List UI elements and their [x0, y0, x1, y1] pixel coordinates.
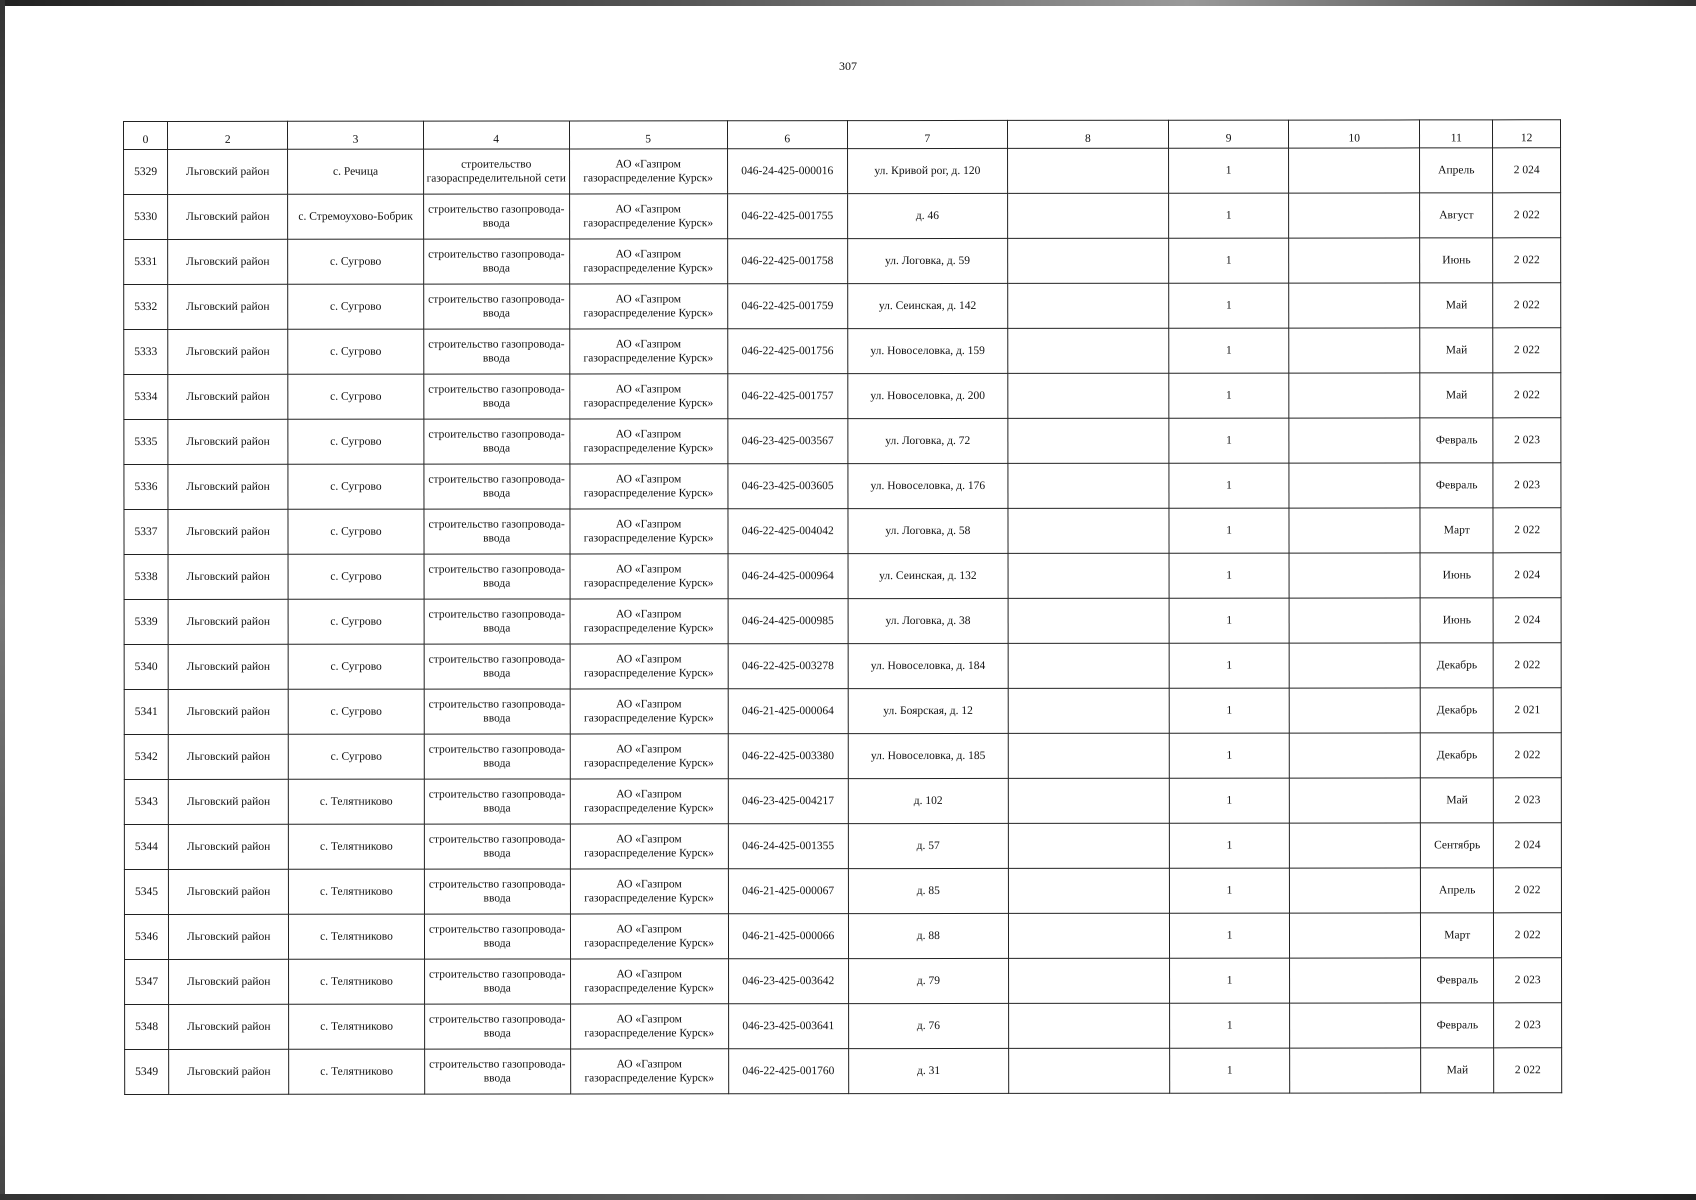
code-cell: 046-24-425-000985: [728, 599, 848, 644]
quantity-cell: 1: [1169, 328, 1289, 373]
column-header: 9: [1168, 120, 1288, 148]
month-cell: Декабрь: [1420, 688, 1493, 733]
column-10-cell: [1289, 733, 1420, 778]
year-cell: 2 023: [1494, 778, 1562, 823]
column-10-cell: [1289, 238, 1420, 283]
year-cell: 2 021: [1493, 688, 1561, 733]
work-type-cell: строительство газопровода-ввода: [424, 689, 570, 734]
quantity-cell: 1: [1170, 1003, 1290, 1048]
column-header: 4: [423, 121, 569, 149]
organization-cell: АО «Газпром газораспределение Курск»: [570, 599, 728, 644]
column-8-cell: [1008, 328, 1169, 373]
organization-cell: АО «Газпром газораспределение Курск»: [570, 464, 728, 509]
column-10-cell: [1290, 958, 1421, 1003]
district-cell: Льговский район: [169, 1049, 289, 1094]
quantity-cell: 1: [1169, 283, 1289, 328]
table-row: [124, 823, 1561, 870]
organization-cell: АО «Газпром газораспределение Курск»: [570, 914, 728, 959]
organization-cell: АО «Газпром газораспределение Курск»: [570, 734, 728, 779]
year-cell: 2 024: [1493, 553, 1561, 598]
column-8-cell: [1008, 418, 1169, 463]
month-cell: Май: [1420, 373, 1493, 418]
code-cell: 046-22-425-001756: [727, 329, 847, 374]
table-row: [124, 868, 1561, 915]
organization-cell: АО «Газпром газораспределение Курск»: [570, 779, 728, 824]
code-cell: 046-22-425-001759: [727, 284, 847, 329]
year-cell: 2 023: [1493, 463, 1561, 508]
settlement-cell: с. Телятниково: [289, 1049, 424, 1094]
year-cell: 2 022: [1494, 913, 1562, 958]
month-cell: Март: [1420, 508, 1493, 553]
address-cell: д. 85: [848, 868, 1008, 913]
column-10-cell: [1290, 868, 1421, 913]
settlement-cell: с. Сугрово: [288, 644, 423, 689]
address-cell: ул. Новоселовка, д. 185: [848, 733, 1008, 778]
organization-cell: АО «Газпром газораспределение Курск»: [570, 1049, 728, 1094]
address-cell: ул. Новоселовка, д. 159: [848, 328, 1008, 373]
work-type-cell: строительство газопровода-ввода: [423, 284, 569, 329]
column-header: 2: [168, 121, 288, 149]
row-number: 5334: [124, 374, 168, 419]
column-10-cell: [1290, 823, 1421, 868]
work-type-cell: строительство газопровода-ввода: [424, 509, 570, 554]
scan-edge-left: [0, 0, 5, 1200]
month-cell: Май: [1421, 1048, 1494, 1093]
address-cell: ул. Логовка, д. 59: [847, 238, 1007, 283]
code-cell: 046-24-425-000964: [728, 554, 848, 599]
table-row: [125, 958, 1562, 1005]
month-cell: Апрель: [1420, 148, 1493, 193]
quantity-cell: 1: [1169, 868, 1289, 913]
district-cell: Льговский район: [168, 194, 288, 239]
table-row: [124, 463, 1561, 510]
organization-cell: АО «Газпром газораспределение Курск»: [570, 689, 728, 734]
organization-cell: АО «Газпром газораспределение Курск»: [569, 329, 727, 374]
work-type-cell: строительство газопровода-ввода: [424, 779, 570, 824]
column-10-cell: [1289, 463, 1420, 508]
column-10-cell: [1289, 328, 1420, 373]
address-cell: ул. Сеинская, д. 132: [848, 553, 1008, 598]
year-cell: 2 023: [1494, 1003, 1562, 1048]
organization-cell: АО «Газпром газораспределение Курск»: [570, 554, 728, 599]
row-number: 5341: [124, 689, 168, 734]
table-row: [124, 688, 1561, 735]
column-8-cell: [1008, 373, 1169, 418]
scan-edge-top: [0, 0, 1696, 6]
table-body: [124, 148, 1562, 1095]
table-row: [124, 643, 1561, 690]
settlement-cell: с. Сугрово: [288, 239, 423, 284]
column-10-cell: [1290, 778, 1421, 823]
column-8-cell: [1008, 688, 1169, 733]
work-type-cell: строительство газопровода-ввода: [423, 419, 569, 464]
table-row: [124, 598, 1561, 645]
table-row: [124, 913, 1561, 960]
table-row: [124, 193, 1561, 240]
address-cell: д. 57: [848, 823, 1008, 868]
row-number: 5331: [124, 239, 168, 284]
code-cell: 046-21-425-000064: [728, 689, 848, 734]
work-type-cell: строительство газопровода-ввода: [424, 599, 570, 644]
column-8-cell: [1008, 778, 1169, 823]
code-cell: 046-22-425-004042: [728, 509, 848, 554]
organization-cell: АО «Газпром газораспределение Курск»: [570, 509, 728, 554]
column-header: 12: [1493, 120, 1561, 148]
settlement-cell: с. Сугрово: [288, 464, 423, 509]
code-cell: 046-22-425-001760: [728, 1049, 848, 1094]
settlement-cell: с. Телятниково: [289, 1004, 424, 1049]
table-row: [124, 283, 1561, 330]
column-header: 3: [288, 121, 423, 149]
column-8-cell: [1008, 913, 1169, 958]
year-cell: 2 022: [1493, 373, 1561, 418]
column-header: 5: [569, 121, 727, 149]
work-type-cell: строительство газопровода-ввода: [424, 824, 570, 869]
table-row: [125, 1048, 1562, 1095]
month-cell: Февраль: [1420, 463, 1493, 508]
district-cell: Льговский район: [168, 689, 288, 734]
code-cell: 046-21-425-000067: [728, 869, 848, 914]
code-cell: 046-21-425-000066: [728, 914, 848, 959]
work-type-cell: строительство газопровода-ввода: [424, 914, 570, 959]
year-cell: 2 022: [1493, 193, 1561, 238]
month-cell: Август: [1420, 193, 1493, 238]
settlement-cell: с. Сугрово: [288, 374, 423, 419]
table-row: [124, 418, 1561, 465]
work-type-cell: строительство газопровода-ввода: [423, 374, 569, 419]
district-cell: Льговский район: [168, 644, 288, 689]
quantity-cell: 1: [1169, 418, 1289, 463]
organization-cell: АО «Газпром газораспределение Курск»: [569, 149, 727, 194]
organization-cell: АО «Газпром газораспределение Курск»: [570, 644, 728, 689]
table-row: [124, 553, 1561, 600]
code-cell: 046-23-425-003605: [727, 464, 847, 509]
district-cell: Льговский район: [168, 509, 288, 554]
address-cell: д. 79: [848, 958, 1008, 1003]
year-cell: 2 022: [1494, 1048, 1562, 1093]
work-type-cell: строительство газопровода-ввода: [424, 644, 570, 689]
row-number: 5335: [124, 419, 168, 464]
quantity-cell: 1: [1169, 598, 1289, 643]
district-cell: Льговский район: [168, 734, 288, 779]
settlement-cell: с. Сугрово: [288, 419, 423, 464]
year-cell: 2 024: [1493, 148, 1561, 193]
column-8-cell: [1008, 958, 1169, 1003]
column-header: 7: [847, 120, 1007, 148]
work-type-cell: строительство газопровода-ввода: [423, 239, 569, 284]
table-row: [124, 148, 1561, 195]
column-10-cell: [1289, 148, 1420, 193]
column-header: 8: [1007, 120, 1168, 148]
column-8-cell: [1008, 1048, 1169, 1093]
work-type-cell: строительство газопровода-ввода: [424, 959, 570, 1004]
settlement-cell: с. Сугрово: [288, 284, 423, 329]
column-8-cell: [1008, 733, 1169, 778]
quantity-cell: 1: [1170, 1048, 1290, 1093]
address-cell: д. 102: [848, 778, 1008, 823]
work-type-cell: строительство газопровода-ввода: [424, 1049, 570, 1094]
column-10-cell: [1289, 688, 1420, 733]
row-number: 5337: [124, 509, 168, 554]
column-8-cell: [1008, 598, 1169, 643]
row-number: 5339: [124, 599, 168, 644]
row-number: 5329: [124, 149, 168, 194]
district-cell: Льговский район: [168, 554, 288, 599]
settlement-cell: с. Телятниково: [289, 914, 424, 959]
row-number: 5336: [124, 464, 168, 509]
month-cell: Июнь: [1420, 553, 1493, 598]
table-row: [124, 238, 1561, 285]
year-cell: 2 022: [1493, 643, 1561, 688]
column-10-cell: [1289, 508, 1420, 553]
district-cell: Льговский район: [168, 779, 288, 824]
organization-cell: АО «Газпром газораспределение Курск»: [570, 869, 728, 914]
quantity-cell: 1: [1169, 373, 1289, 418]
organization-cell: АО «Газпром газораспределение Курск»: [569, 194, 727, 239]
month-cell: Май: [1420, 328, 1493, 373]
quantity-cell: 1: [1169, 553, 1289, 598]
district-cell: Льговский район: [169, 914, 289, 959]
month-cell: Февраль: [1421, 958, 1494, 1003]
month-cell: Июнь: [1420, 238, 1493, 283]
code-cell: 046-22-425-001758: [727, 239, 847, 284]
column-10-cell: [1289, 418, 1420, 463]
quantity-cell: 1: [1169, 193, 1289, 238]
column-8-cell: [1008, 508, 1169, 553]
district-cell: Льговский район: [168, 824, 288, 869]
settlement-cell: с. Телятниково: [289, 779, 424, 824]
column-8-cell: [1007, 148, 1168, 193]
district-cell: Льговский район: [168, 464, 288, 509]
work-type-cell: строительство газопровода-ввода: [424, 464, 570, 509]
code-cell: 046-24-425-001355: [728, 824, 848, 869]
row-number: 5348: [125, 1004, 169, 1049]
table-row: [125, 1003, 1562, 1050]
district-cell: Льговский район: [168, 149, 288, 194]
district-cell: Льговский район: [169, 959, 289, 1004]
organization-cell: АО «Газпром газораспределение Курск»: [570, 1004, 728, 1049]
month-cell: Март: [1421, 913, 1494, 958]
column-10-cell: [1289, 283, 1420, 328]
header-row: [124, 120, 1561, 150]
row-number: 5332: [124, 284, 168, 329]
settlement-cell: с. Сугрово: [288, 509, 423, 554]
table-row: [124, 733, 1561, 780]
row-number: 5345: [124, 869, 168, 914]
address-cell: ул. Логовка, д. 72: [848, 418, 1008, 463]
month-cell: Декабрь: [1420, 643, 1493, 688]
year-cell: 2 022: [1493, 328, 1561, 373]
code-cell: 046-23-425-004217: [728, 779, 848, 824]
year-cell: 2 022: [1494, 868, 1562, 913]
row-number: 5344: [124, 824, 168, 869]
organization-cell: АО «Газпром газораспределение Курск»: [570, 959, 728, 1004]
address-cell: д. 88: [848, 913, 1008, 958]
work-type-cell: строительство газопровода-ввода: [423, 194, 569, 239]
district-cell: Льговский район: [168, 239, 288, 284]
year-cell: 2 022: [1494, 733, 1562, 778]
column-10-cell: [1290, 1003, 1421, 1048]
column-header: 6: [727, 121, 847, 149]
quantity-cell: 1: [1168, 148, 1288, 193]
organization-cell: АО «Газпром газораспределение Курск»: [569, 284, 727, 329]
district-cell: Льговский район: [168, 329, 288, 374]
register-table: [123, 119, 1562, 1095]
row-number: 5343: [124, 779, 168, 824]
settlement-cell: с. Сугрово: [288, 599, 423, 644]
month-cell: Апрель: [1421, 868, 1494, 913]
address-cell: ул. Сеинская, д. 142: [848, 283, 1008, 328]
district-cell: Льговский район: [168, 284, 288, 329]
row-number: 5340: [124, 644, 168, 689]
year-cell: 2 022: [1493, 283, 1561, 328]
table-row: [124, 328, 1561, 375]
column-header: 11: [1420, 120, 1493, 148]
settlement-cell: с. Речица: [288, 149, 423, 194]
row-number: 5330: [124, 194, 168, 239]
work-type-cell: строительство газопровода-ввода: [424, 869, 570, 914]
address-cell: ул. Новоселовка, д. 200: [848, 373, 1008, 418]
month-cell: Февраль: [1420, 418, 1493, 463]
code-cell: 046-22-425-003278: [728, 644, 848, 689]
settlement-cell: с. Стремоухово-Бобрик: [288, 194, 423, 239]
quantity-cell: 1: [1169, 958, 1289, 1003]
column-10-cell: [1290, 1048, 1421, 1093]
month-cell: Июнь: [1420, 598, 1493, 643]
address-cell: ул. Логовка, д. 58: [848, 508, 1008, 553]
quantity-cell: 1: [1169, 643, 1289, 688]
quantity-cell: 1: [1169, 238, 1289, 283]
district-cell: Льговский район: [168, 374, 288, 419]
code-cell: 046-24-425-000016: [727, 149, 847, 194]
work-type-cell: строительство газопровода-ввода: [424, 1004, 570, 1049]
quantity-cell: 1: [1169, 508, 1289, 553]
month-cell: Май: [1420, 283, 1493, 328]
settlement-cell: с. Телятниково: [289, 824, 424, 869]
column-8-cell: [1007, 193, 1168, 238]
table-row: [124, 778, 1561, 825]
organization-cell: АО «Газпром газораспределение Курск»: [570, 419, 728, 464]
work-type-cell: строительство газораспределительной сети: [423, 149, 569, 194]
column-10-cell: [1289, 553, 1420, 598]
year-cell: 2 024: [1494, 823, 1562, 868]
district-cell: Льговский район: [168, 869, 288, 914]
column-header: 10: [1289, 120, 1420, 148]
row-number: 5338: [124, 554, 168, 599]
column-8-cell: [1008, 463, 1169, 508]
work-type-cell: строительство газопровода-ввода: [424, 734, 570, 779]
column-8-cell: [1008, 643, 1169, 688]
column-10-cell: [1289, 373, 1420, 418]
year-cell: 2 023: [1494, 958, 1562, 1003]
column-header: 0: [124, 121, 168, 149]
organization-cell: АО «Газпром газораспределение Курск»: [569, 239, 727, 284]
district-cell: Льговский район: [168, 599, 288, 644]
code-cell: 046-22-425-003380: [728, 734, 848, 779]
column-8-cell: [1008, 823, 1169, 868]
code-cell: 046-23-425-003642: [728, 959, 848, 1004]
organization-cell: АО «Газпром газораспределение Курск»: [570, 824, 728, 869]
organization-cell: АО «Газпром газораспределение Курск»: [569, 374, 727, 419]
table-row: [124, 508, 1561, 555]
code-cell: 046-23-425-003567: [727, 419, 847, 464]
scan-edge-bottom: [0, 1194, 1696, 1200]
column-8-cell: [1008, 283, 1169, 328]
column-8-cell: [1008, 868, 1169, 913]
address-cell: ул. Боярская, д. 12: [848, 688, 1008, 733]
month-cell: Сентябрь: [1421, 823, 1494, 868]
settlement-cell: с. Сугрово: [289, 734, 424, 779]
address-cell: ул. Новоселовка, д. 184: [848, 643, 1008, 688]
settlement-cell: с. Сугрово: [289, 689, 424, 734]
quantity-cell: 1: [1169, 733, 1289, 778]
table-row: [124, 373, 1561, 420]
address-cell: д. 31: [848, 1048, 1008, 1093]
address-cell: ул. Кривой рог, д. 120: [847, 148, 1007, 193]
year-cell: 2 024: [1493, 598, 1561, 643]
column-10-cell: [1289, 193, 1420, 238]
quantity-cell: 1: [1169, 913, 1289, 958]
column-8-cell: [1008, 238, 1169, 283]
column-8-cell: [1008, 553, 1169, 598]
code-cell: 046-23-425-003641: [728, 1004, 848, 1049]
district-cell: Льговский район: [169, 1004, 289, 1049]
year-cell: 2 023: [1493, 418, 1561, 463]
work-type-cell: строительство газопровода-ввода: [423, 329, 569, 374]
column-10-cell: [1289, 643, 1420, 688]
row-number: 5333: [124, 329, 168, 374]
quantity-cell: 1: [1169, 463, 1289, 508]
column-8-cell: [1008, 1003, 1169, 1048]
address-cell: д. 76: [848, 1003, 1008, 1048]
column-10-cell: [1290, 913, 1421, 958]
district-cell: Льговский район: [168, 419, 288, 464]
settlement-cell: с. Сугрово: [288, 329, 423, 374]
quantity-cell: 1: [1169, 688, 1289, 733]
address-cell: ул. Логовка, д. 38: [848, 598, 1008, 643]
settlement-cell: с. Телятниково: [289, 959, 424, 1004]
settlement-cell: с. Сугрово: [288, 554, 423, 599]
quantity-cell: 1: [1169, 823, 1289, 868]
address-cell: д. 46: [847, 193, 1007, 238]
row-number: 5346: [124, 914, 168, 959]
year-cell: 2 022: [1493, 508, 1561, 553]
address-cell: ул. Новоселовка, д. 176: [848, 463, 1008, 508]
row-number: 5347: [125, 959, 169, 1004]
settlement-cell: с. Телятниково: [289, 869, 424, 914]
column-10-cell: [1289, 598, 1420, 643]
code-cell: 046-22-425-001755: [727, 194, 847, 239]
work-type-cell: строительство газопровода-ввода: [424, 554, 570, 599]
year-cell: 2 022: [1493, 238, 1561, 283]
month-cell: Декабрь: [1420, 733, 1493, 778]
quantity-cell: 1: [1169, 778, 1289, 823]
month-cell: Февраль: [1421, 1003, 1494, 1048]
row-number: 5342: [124, 734, 168, 779]
month-cell: Май: [1421, 778, 1494, 823]
table-header: [124, 120, 1561, 150]
code-cell: 046-22-425-001757: [727, 374, 847, 419]
page-number: 307: [839, 59, 857, 73]
row-number: 5349: [125, 1049, 169, 1094]
